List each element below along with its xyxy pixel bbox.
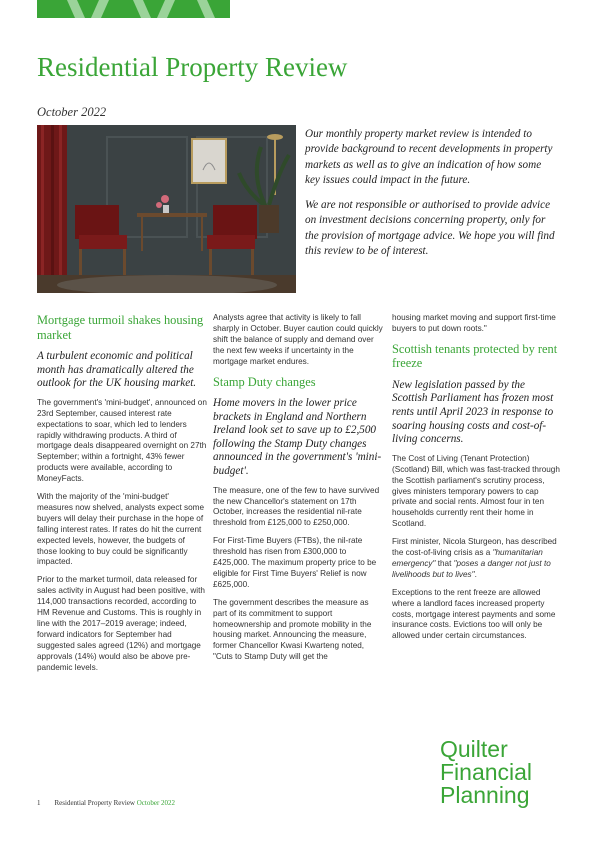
article-paragraph: Prior to the market turmoil, data released for sales activity in August had been positive, with 114,000 transactions recorded, according to HM Revenue and Customs. This is roughly in line with the 2017–2019 average; indeed, forward indicators for September had suggested sales agreed (12%) and mortgage approvals (14%) would also be above pre-pandemic levels. [37, 575, 205, 672]
article-scottish-rent-freeze [392, 313, 562, 649]
article-paragraph: Analysts agree that activity is likely to fall sharply in October. Buyer caution could quickly shift the balance of supply and demand over the next few weeks if uncertainty in the mortgage market endures. [213, 313, 383, 366]
article-paragraph: Exceptions to the rent freeze are allowed where a landlord faces increased property costs, mortgage interest payments and some insurance costs. Evictions too will only be allowed under certain circumstances. [392, 587, 556, 641]
issue-date: October 2022 [37, 105, 107, 119]
page-footer [37, 799, 175, 807]
text-run: First minister, Nicola Sturgeon, has described the cost-of-living crisis as a [392, 537, 557, 558]
article-heading: Scottish tenants protected by rent freeze [392, 341, 558, 371]
page-number: 1 [37, 799, 41, 807]
article-heading: Mortgage turmoil shakes housing market [37, 313, 204, 342]
article-lead: New legislation passed by the Scottish Parliament has frozen most rents until April 2023 in response to soaring housing costs and cost-of-living concerns. [392, 378, 554, 446]
logo-line: Financial [440, 759, 533, 785]
quote-text: "poses a danger not just to livelihoods but to lives" [392, 558, 551, 579]
brand-chevron-pattern [37, 0, 230, 18]
intro-paragraph: Our monthly property market review is intended to provide background to recent developments in property markets as well as to give an indication of how some key issues could impact in the future. [305, 128, 553, 186]
article-lead: A turbulent economic and political month has dramatically altered the outlook for the UK housing market. [37, 350, 197, 390]
footer-publication: Residential Property Review [54, 799, 135, 807]
article-paragraph: The measure, one of the few to have survived the new Chancellor's statement on 17th October, increases the residential nil-rate threshold from £125,000 to £250,000. [213, 485, 380, 528]
quilter-logo [440, 738, 532, 807]
brand-top-band [37, 0, 230, 18]
article-paragraph [392, 537, 562, 581]
article-paragraph: The government's 'mini-budget', announced on 23rd September, caused interest rate expectations to soar, which led to lenders rapidly withdrawing products. A third of mortgage deals disappeared overnight on 27th September; within a fortnight, 43% fewer products were available, according to MoneyFacts. [37, 397, 207, 484]
page-title: Residential Property Review [37, 52, 348, 82]
text-run: that [435, 558, 454, 568]
logo-line: Quilter [440, 736, 508, 762]
text-run: . [474, 569, 477, 579]
article-stamp-duty [213, 313, 383, 670]
quote-text: "humanitarian emergency" [392, 548, 543, 568]
footer-date: October 2022 [136, 799, 176, 807]
intro-text [305, 127, 558, 269]
article-paragraph: The Cost of Living (Tenant Protection) (Scotland) Bill, which was fast-tracked through the Scottish parliament's scrutiny process, gives ministers temporary powers to cap private and social rents. Almost four in ten households currently rent their home in Scotland. [392, 453, 560, 529]
living-room-photo [37, 125, 296, 293]
article-paragraph: The government describes the measure as part of its commitment to support homeownership and promote mobility in the housing market. Announcing the measure, former Chancellor Kwasi Kwarteng noted, "Cuts to Stamp Duty will get the [213, 597, 372, 662]
living-room-illustration [37, 125, 296, 293]
article-paragraph: With the majority of the 'mini-budget' measures now shelved, analysts expect some buyers will delay their purchase in the hope of falling interest rates. If rates do hit the current expected levels, however, the budgets of those looking to buy could be significantly impacted. [37, 492, 205, 567]
article-heading: Stamp Duty changes [213, 374, 316, 389]
article-mortgage-turmoil [37, 313, 207, 681]
article-paragraph: For First-Time Buyers (FTBs), the nil-rate threshold has risen from £300,000 to £425,000. The maximum property price to be eligible for First Time Buyers' Relief is now £625,000. [213, 536, 377, 589]
disclaimer-paragraph: We are not responsible or authorised to provide advice on investment decisions concerning property, only for the provision of mortgage advice. We hope you will find this review to be of interest. [305, 199, 555, 258]
article-paragraph: housing market moving and support first-time buyers to put down roots." [392, 313, 556, 333]
logo-line: Planning [440, 782, 530, 808]
article-lead: Home movers in the lower price brackets in England and Northern Ireland look set to save up to £2,500 following the Stamp Duty changes announced in the government's 'mini-budget'. [213, 397, 382, 477]
